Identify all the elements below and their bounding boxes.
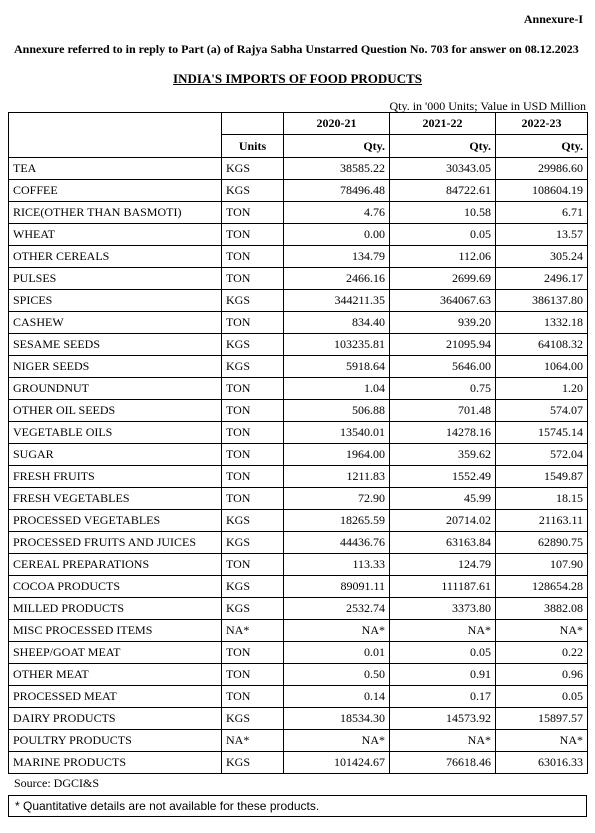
table-row	[9, 246, 588, 268]
source-note: Source: DGCI&S	[14, 776, 99, 790]
unit-cell: KGS	[222, 708, 284, 730]
unit-cell: KGS	[222, 510, 284, 532]
qty-2020-21-cell: 0.50	[284, 664, 390, 686]
qty-2021-22-cell: 1552.49	[390, 466, 496, 488]
product-cell: SPICES	[9, 290, 222, 312]
qty-2021-22-cell: 2699.69	[390, 268, 496, 290]
qty-2020-21-cell: 18534.30	[284, 708, 390, 730]
product-cell: PULSES	[9, 268, 222, 290]
product-cell: CEREAL PREPARATIONS	[9, 554, 222, 576]
qty-2021-22-cell: 364067.63	[390, 290, 496, 312]
qty-2020-21-cell: 1964.00	[284, 444, 390, 466]
qty-2021-22-cell: 359.62	[390, 444, 496, 466]
qty-2021-22-cell: 76618.46	[390, 752, 496, 774]
qty-2022-23-cell: 1064.00	[496, 356, 588, 378]
qty-2022-23-cell: 108604.19	[496, 180, 588, 202]
unit-cell: KGS	[222, 334, 284, 356]
unit-cell: TON	[222, 268, 284, 290]
qty-2021-22-cell: NA*	[390, 620, 496, 642]
product-cell: COFFEE	[9, 180, 222, 202]
product-cell: OTHER CEREALS	[9, 246, 222, 268]
table-row	[9, 686, 588, 708]
table-row	[9, 312, 588, 334]
table-row	[9, 466, 588, 488]
unit-cell: NA*	[222, 620, 284, 642]
product-cell: NIGER SEEDS	[9, 356, 222, 378]
unit-cell: TON	[222, 202, 284, 224]
qty-2020-21-cell: 101424.67	[284, 752, 390, 774]
product-cell: POULTRY PRODUCTS	[9, 730, 222, 752]
qty-2020-21-cell: 834.40	[284, 312, 390, 334]
unit-cell: KGS	[222, 290, 284, 312]
table-row	[9, 444, 588, 466]
unit-cell: KGS	[222, 576, 284, 598]
footnote: * Quantitative details are not available for these products.	[8, 795, 587, 817]
table-row	[9, 642, 588, 664]
table-row	[9, 356, 588, 378]
qty-2020-21-cell: 78496.48	[284, 180, 390, 202]
unit-cell: NA*	[222, 730, 284, 752]
qty-2020-21-cell: 2466.16	[284, 268, 390, 290]
qty-2022-23-cell: 1332.18	[496, 312, 588, 334]
qty-2022-23-cell: 0.96	[496, 664, 588, 686]
qty-2020-21-cell: 113.33	[284, 554, 390, 576]
qty-2022-23-cell: NA*	[496, 620, 588, 642]
qty-2022-23-cell: 64108.32	[496, 334, 588, 356]
table-row	[9, 730, 588, 752]
table-row	[9, 554, 588, 576]
units-header: Units	[222, 135, 284, 158]
table-row	[9, 510, 588, 532]
qty-2021-22-cell: 0.05	[390, 642, 496, 664]
table-row	[9, 378, 588, 400]
qty-2022-23-cell: 62890.75	[496, 532, 588, 554]
unit-cell: TON	[222, 664, 284, 686]
table-row	[9, 202, 588, 224]
qty-2022-23-cell: 305.24	[496, 246, 588, 268]
qty-2020-21-cell: 0.01	[284, 642, 390, 664]
product-cell: FRESH VEGETABLES	[9, 488, 222, 510]
qty-2020-21-cell: 44436.76	[284, 532, 390, 554]
qty-2022-23-cell: 3882.08	[496, 598, 588, 620]
product-cell: GROUNDNUT	[9, 378, 222, 400]
product-cell: FRESH FRUITS	[9, 466, 222, 488]
product-cell: SUGAR	[9, 444, 222, 466]
qty-2021-22-cell: 5646.00	[390, 356, 496, 378]
qty-2022-23-cell: 15745.14	[496, 422, 588, 444]
qty-2022-23-cell: 21163.11	[496, 510, 588, 532]
table-row	[9, 620, 588, 642]
product-cell: PROCESSED FRUITS AND JUICES	[9, 532, 222, 554]
product-cell: SHEEP/GOAT MEAT	[9, 642, 222, 664]
qty-2020-21-cell: 103235.81	[284, 334, 390, 356]
table-row	[9, 268, 588, 290]
product-cell: SESAME SEEDS	[9, 334, 222, 356]
qty-2020-21-cell: 72.90	[284, 488, 390, 510]
qty-2022-23-cell: 1.20	[496, 378, 588, 400]
qty-2022-23-cell: 572.04	[496, 444, 588, 466]
table-row	[9, 752, 588, 774]
unit-cell: TON	[222, 378, 284, 400]
year-header: 2020-21	[284, 113, 390, 135]
header-blank	[222, 113, 284, 135]
product-cell: CASHEW	[9, 312, 222, 334]
intro-text: Annexure referred to in reply to Part (a) of Rajya Sabha Unstarred Question No. 703 for answer on 08.12.2023	[14, 42, 579, 56]
unit-cell: TON	[222, 488, 284, 510]
qty-2021-22-cell: 701.48	[390, 400, 496, 422]
qty-2021-22-cell: 0.05	[390, 224, 496, 246]
unit-cell: TON	[222, 312, 284, 334]
qty-2020-21-cell: 0.00	[284, 224, 390, 246]
qty-2021-22-cell: 14573.92	[390, 708, 496, 730]
imports-table	[8, 112, 588, 774]
qty-2022-23-cell: 15897.57	[496, 708, 588, 730]
product-cell: COCOA PRODUCTS	[9, 576, 222, 598]
table-row	[9, 664, 588, 686]
table-row	[9, 422, 588, 444]
unit-cell: KGS	[222, 158, 284, 180]
qty-header: Qty.	[284, 135, 390, 158]
product-cell: DAIRY PRODUCTS	[9, 708, 222, 730]
qty-2020-21-cell: 89091.11	[284, 576, 390, 598]
qty-2021-22-cell: 939.20	[390, 312, 496, 334]
product-cell: RICE(OTHER THAN BASMOTI)	[9, 202, 222, 224]
table-row	[9, 598, 588, 620]
product-cell: WHEAT	[9, 224, 222, 246]
table-row	[9, 180, 588, 202]
product-cell: VEGETABLE OILS	[9, 422, 222, 444]
unit-cell: TON	[222, 686, 284, 708]
units-note: Qty. in '000 Units; Value in USD Million	[389, 99, 586, 113]
qty-2022-23-cell: 0.22	[496, 642, 588, 664]
qty-2021-22-cell: 30343.05	[390, 158, 496, 180]
product-cell: PROCESSED VEGETABLES	[9, 510, 222, 532]
qty-2021-22-cell: 14278.16	[390, 422, 496, 444]
qty-2022-23-cell: 63016.33	[496, 752, 588, 774]
qty-2021-22-cell: 0.91	[390, 664, 496, 686]
qty-2021-22-cell: 10.58	[390, 202, 496, 224]
qty-2020-21-cell: 1.04	[284, 378, 390, 400]
table-row	[9, 290, 588, 312]
year-header: 2021-22	[390, 113, 496, 135]
qty-2021-22-cell: NA*	[390, 730, 496, 752]
qty-2021-22-cell: 112.06	[390, 246, 496, 268]
qty-2021-22-cell: 20714.02	[390, 510, 496, 532]
qty-2021-22-cell: 0.75	[390, 378, 496, 400]
qty-2021-22-cell: 63163.84	[390, 532, 496, 554]
qty-2022-23-cell: 6.71	[496, 202, 588, 224]
qty-2022-23-cell: 29986.60	[496, 158, 588, 180]
qty-2022-23-cell: 1549.87	[496, 466, 588, 488]
table-row	[9, 576, 588, 598]
unit-cell: TON	[222, 554, 284, 576]
unit-cell: TON	[222, 224, 284, 246]
product-cell: PROCESSED MEAT	[9, 686, 222, 708]
product-cell: MARINE PRODUCTS	[9, 752, 222, 774]
table-row	[9, 708, 588, 730]
qty-2021-22-cell: 84722.61	[390, 180, 496, 202]
qty-2021-22-cell: 45.99	[390, 488, 496, 510]
unit-cell: KGS	[222, 752, 284, 774]
product-cell: MISC PROCESSED ITEMS	[9, 620, 222, 642]
qty-2022-23-cell: 107.90	[496, 554, 588, 576]
qty-header: Qty.	[496, 135, 588, 158]
qty-2020-21-cell: 1211.83	[284, 466, 390, 488]
qty-2022-23-cell: 574.07	[496, 400, 588, 422]
table-row	[9, 334, 588, 356]
unit-cell: TON	[222, 466, 284, 488]
unit-cell: TON	[222, 642, 284, 664]
qty-2021-22-cell: 124.79	[390, 554, 496, 576]
year-header-row	[9, 113, 588, 135]
qty-2020-21-cell: 18265.59	[284, 510, 390, 532]
qty-2020-21-cell: 0.14	[284, 686, 390, 708]
table-row	[9, 400, 588, 422]
annexure-label: Annexure-I	[523, 12, 583, 26]
qty-2022-23-cell: 18.15	[496, 488, 588, 510]
header-blank	[9, 113, 222, 135]
qty-2020-21-cell: 4.76	[284, 202, 390, 224]
qty-header: Qty.	[390, 135, 496, 158]
page-title: INDIA'S IMPORTS OF FOOD PRODUCTS	[173, 71, 422, 86]
unit-cell: KGS	[222, 356, 284, 378]
table-row	[9, 224, 588, 246]
qty-2022-23-cell: 2496.17	[496, 268, 588, 290]
qty-2020-21-cell: 134.79	[284, 246, 390, 268]
unit-cell: TON	[222, 422, 284, 444]
product-cell: MILLED PRODUCTS	[9, 598, 222, 620]
unit-cell: TON	[222, 400, 284, 422]
qty-2021-22-cell: 111187.61	[390, 576, 496, 598]
unit-cell: KGS	[222, 180, 284, 202]
qty-2022-23-cell: 128654.28	[496, 576, 588, 598]
unit-cell: KGS	[222, 532, 284, 554]
qty-2020-21-cell: 344211.35	[284, 290, 390, 312]
year-header: 2022-23	[496, 113, 588, 135]
qty-2020-21-cell: 506.88	[284, 400, 390, 422]
unit-cell: KGS	[222, 598, 284, 620]
qty-2020-21-cell: 38585.22	[284, 158, 390, 180]
table-row	[9, 488, 588, 510]
qty-2020-21-cell: 5918.64	[284, 356, 390, 378]
qty-2022-23-cell: 386137.80	[496, 290, 588, 312]
qty-2022-23-cell: NA*	[496, 730, 588, 752]
header-blank	[9, 135, 222, 158]
product-cell: OTHER OIL SEEDS	[9, 400, 222, 422]
unit-cell: TON	[222, 246, 284, 268]
qty-2020-21-cell: NA*	[284, 730, 390, 752]
column-header-row	[9, 135, 588, 158]
product-cell: OTHER MEAT	[9, 664, 222, 686]
qty-2021-22-cell: 0.17	[390, 686, 496, 708]
qty-2021-22-cell: 3373.80	[390, 598, 496, 620]
qty-2021-22-cell: 21095.94	[390, 334, 496, 356]
qty-2020-21-cell: 2532.74	[284, 598, 390, 620]
table-row	[9, 532, 588, 554]
unit-cell: TON	[222, 444, 284, 466]
qty-2020-21-cell: 13540.01	[284, 422, 390, 444]
qty-2022-23-cell: 13.57	[496, 224, 588, 246]
qty-2022-23-cell: 0.05	[496, 686, 588, 708]
table-row	[9, 158, 588, 180]
qty-2020-21-cell: NA*	[284, 620, 390, 642]
product-cell: TEA	[9, 158, 222, 180]
